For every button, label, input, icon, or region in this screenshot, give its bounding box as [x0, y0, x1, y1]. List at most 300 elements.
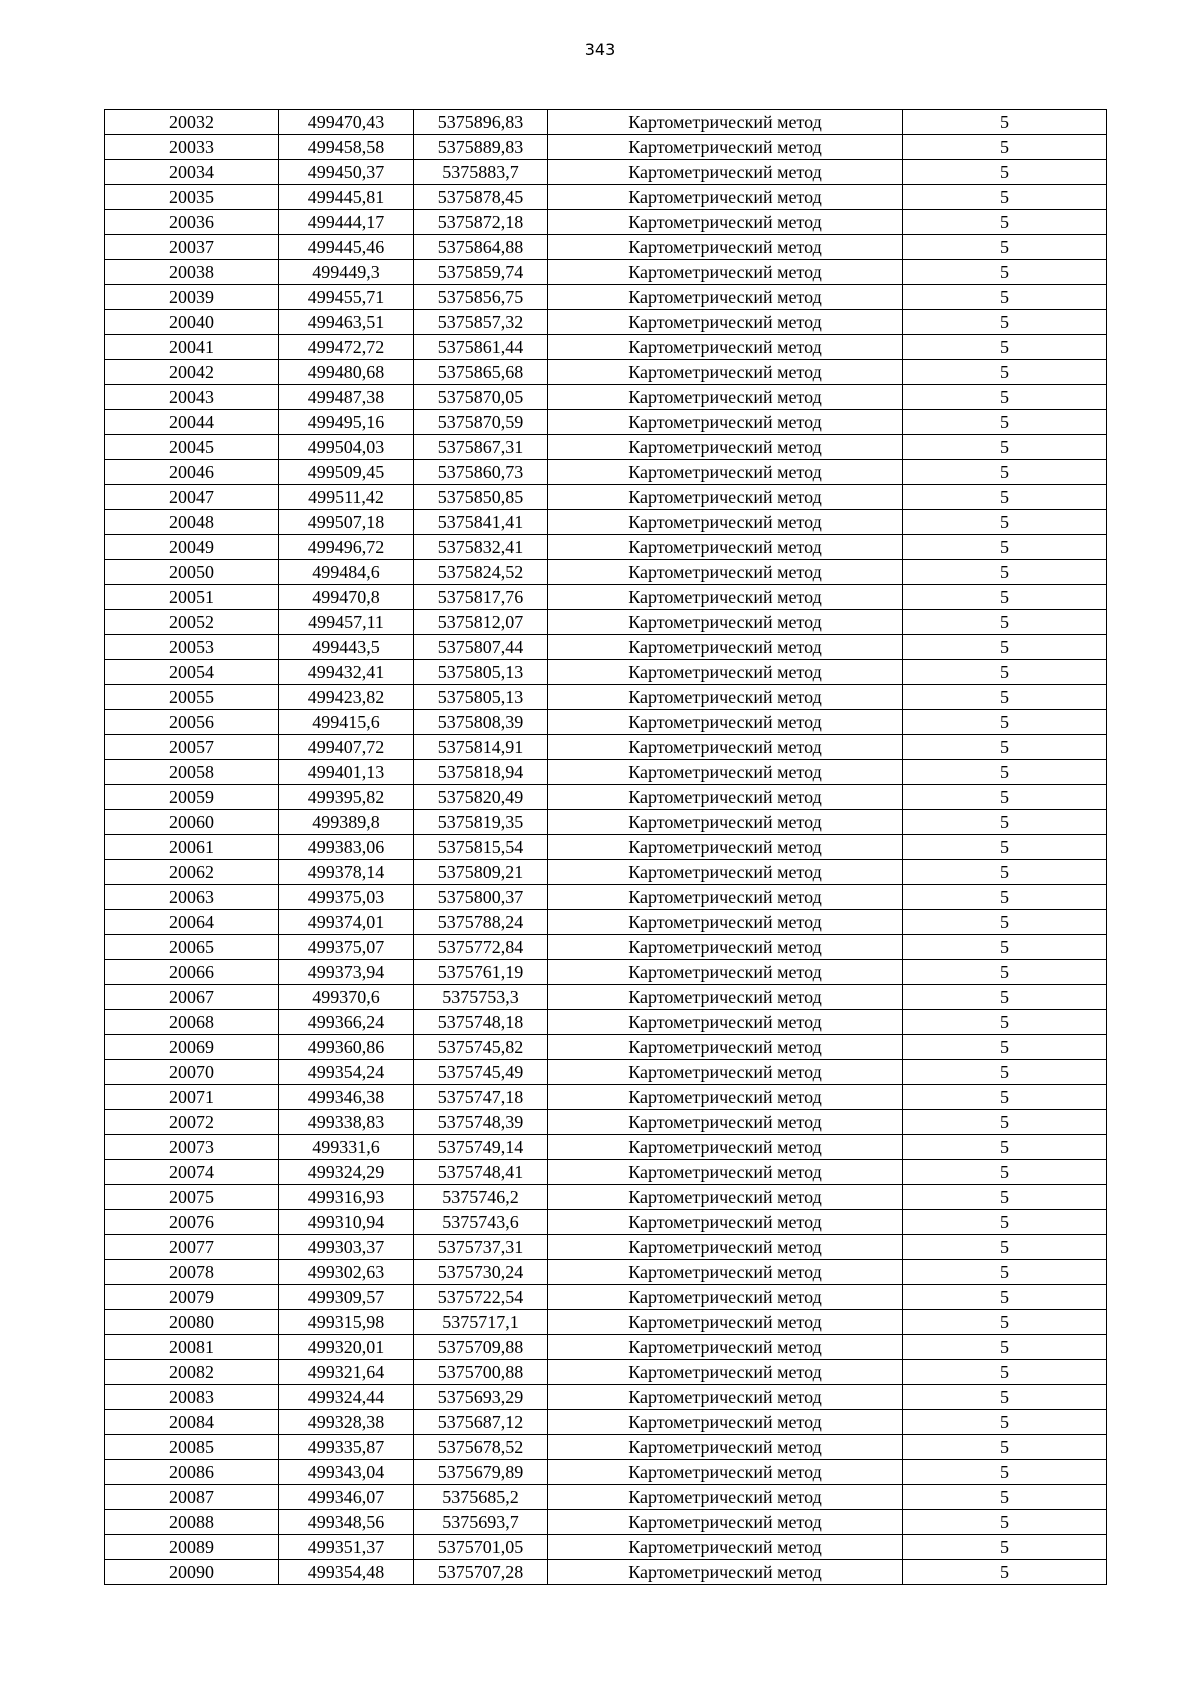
point-number-cell: 20058: [105, 760, 279, 785]
y-coordinate-cell: 5375746,2: [414, 1185, 548, 1210]
accuracy-cell: 5: [903, 1110, 1107, 1135]
method-cell: Картометрический метод: [548, 335, 903, 360]
x-coordinate-cell: 499346,07: [279, 1485, 414, 1510]
y-coordinate-cell: 5375812,07: [414, 610, 548, 635]
accuracy-cell: 5: [903, 910, 1107, 935]
x-coordinate-cell: 499395,82: [279, 785, 414, 810]
y-coordinate-cell: 5375747,18: [414, 1085, 548, 1110]
accuracy-cell: 5: [903, 735, 1107, 760]
method-cell: Картометрический метод: [548, 260, 903, 285]
table-row: [105, 110, 1107, 135]
accuracy-cell: 5: [903, 1410, 1107, 1435]
table-row: [105, 260, 1107, 285]
accuracy-cell: 5: [903, 960, 1107, 985]
accuracy-cell: 5: [903, 1360, 1107, 1385]
accuracy-cell: 5: [903, 160, 1107, 185]
x-coordinate-cell: 499470,43: [279, 110, 414, 135]
method-cell: Картометрический метод: [548, 685, 903, 710]
x-coordinate-cell: 499328,38: [279, 1410, 414, 1435]
accuracy-cell: 5: [903, 210, 1107, 235]
table-row: [105, 585, 1107, 610]
y-coordinate-cell: 5375820,49: [414, 785, 548, 810]
table-row: [105, 610, 1107, 635]
accuracy-cell: 5: [903, 685, 1107, 710]
x-coordinate-cell: 499472,72: [279, 335, 414, 360]
y-coordinate-cell: 5375753,3: [414, 985, 548, 1010]
method-cell: Картометрический метод: [548, 1510, 903, 1535]
accuracy-cell: 5: [903, 510, 1107, 535]
point-number-cell: 20088: [105, 1510, 279, 1535]
y-coordinate-cell: 5375878,45: [414, 185, 548, 210]
accuracy-cell: 5: [903, 610, 1107, 635]
accuracy-cell: 5: [903, 810, 1107, 835]
x-coordinate-cell: 499315,98: [279, 1310, 414, 1335]
x-coordinate-cell: 499432,41: [279, 660, 414, 685]
x-coordinate-cell: 499470,8: [279, 585, 414, 610]
table-row: [105, 235, 1107, 260]
point-number-cell: 20053: [105, 635, 279, 660]
method-cell: Картометрический метод: [548, 1535, 903, 1560]
point-number-cell: 20055: [105, 685, 279, 710]
y-coordinate-cell: 5375772,84: [414, 935, 548, 960]
table-row: [105, 1135, 1107, 1160]
method-cell: Картометрический метод: [548, 410, 903, 435]
method-cell: Картометрический метод: [548, 810, 903, 835]
y-coordinate-cell: 5375860,73: [414, 460, 548, 485]
point-number-cell: 20042: [105, 360, 279, 385]
x-coordinate-cell: 499445,81: [279, 185, 414, 210]
table-row: [105, 660, 1107, 685]
x-coordinate-cell: 499450,37: [279, 160, 414, 185]
y-coordinate-cell: 5375749,14: [414, 1135, 548, 1160]
y-coordinate-cell: 5375693,7: [414, 1510, 548, 1535]
method-cell: Картометрический метод: [548, 185, 903, 210]
method-cell: Картометрический метод: [548, 310, 903, 335]
method-cell: Картометрический метод: [548, 585, 903, 610]
point-number-cell: 20081: [105, 1335, 279, 1360]
x-coordinate-cell: 499496,72: [279, 535, 414, 560]
method-cell: Картометрический метод: [548, 285, 903, 310]
x-coordinate-cell: 499354,24: [279, 1060, 414, 1085]
accuracy-cell: 5: [903, 285, 1107, 310]
accuracy-cell: 5: [903, 1510, 1107, 1535]
point-number-cell: 20061: [105, 835, 279, 860]
accuracy-cell: 5: [903, 1435, 1107, 1460]
accuracy-cell: 5: [903, 1310, 1107, 1335]
x-coordinate-cell: 499375,03: [279, 885, 414, 910]
accuracy-cell: 5: [903, 1235, 1107, 1260]
table-row: [105, 310, 1107, 335]
accuracy-cell: 5: [903, 435, 1107, 460]
accuracy-cell: 5: [903, 835, 1107, 860]
coordinates-table: [104, 109, 1107, 1585]
y-coordinate-cell: 5375870,05: [414, 385, 548, 410]
y-coordinate-cell: 5375818,94: [414, 760, 548, 785]
x-coordinate-cell: 499389,8: [279, 810, 414, 835]
method-cell: Картометрический метод: [548, 110, 903, 135]
y-coordinate-cell: 5375717,1: [414, 1310, 548, 1335]
table-row: [105, 360, 1107, 385]
point-number-cell: 20050: [105, 560, 279, 585]
x-coordinate-cell: 499507,18: [279, 510, 414, 535]
method-cell: Картометрический метод: [548, 1110, 903, 1135]
y-coordinate-cell: 5375745,49: [414, 1060, 548, 1085]
method-cell: Картометрический метод: [548, 760, 903, 785]
method-cell: Картометрический метод: [548, 860, 903, 885]
x-coordinate-cell: 499338,83: [279, 1110, 414, 1135]
point-number-cell: 20056: [105, 710, 279, 735]
point-number-cell: 20063: [105, 885, 279, 910]
accuracy-cell: 5: [903, 785, 1107, 810]
method-cell: Картометрический метод: [548, 1085, 903, 1110]
point-number-cell: 20087: [105, 1485, 279, 1510]
point-number-cell: 20073: [105, 1135, 279, 1160]
accuracy-cell: 5: [903, 935, 1107, 960]
accuracy-cell: 5: [903, 260, 1107, 285]
point-number-cell: 20071: [105, 1085, 279, 1110]
point-number-cell: 20034: [105, 160, 279, 185]
table-row: [105, 560, 1107, 585]
accuracy-cell: 5: [903, 335, 1107, 360]
method-cell: Картометрический метод: [548, 1010, 903, 1035]
method-cell: Картометрический метод: [548, 985, 903, 1010]
method-cell: Картометрический метод: [548, 485, 903, 510]
method-cell: Картометрический метод: [548, 785, 903, 810]
table-row: [105, 435, 1107, 460]
x-coordinate-cell: 499423,82: [279, 685, 414, 710]
y-coordinate-cell: 5375808,39: [414, 710, 548, 735]
page-number: 343: [584, 40, 616, 59]
point-number-cell: 20065: [105, 935, 279, 960]
y-coordinate-cell: 5375824,52: [414, 560, 548, 585]
y-coordinate-cell: 5375748,39: [414, 1110, 548, 1135]
method-cell: Картометрический метод: [548, 1160, 903, 1185]
point-number-cell: 20077: [105, 1235, 279, 1260]
x-coordinate-cell: 499316,93: [279, 1185, 414, 1210]
y-coordinate-cell: 5375685,2: [414, 1485, 548, 1510]
point-number-cell: 20033: [105, 135, 279, 160]
x-coordinate-cell: 499458,58: [279, 135, 414, 160]
table-row: [105, 460, 1107, 485]
point-number-cell: 20090: [105, 1560, 279, 1585]
point-number-cell: 20083: [105, 1385, 279, 1410]
x-coordinate-cell: 499511,42: [279, 485, 414, 510]
accuracy-cell: 5: [903, 460, 1107, 485]
method-cell: Картометрический метод: [548, 160, 903, 185]
method-cell: Картометрический метод: [548, 610, 903, 635]
method-cell: Картометрический метод: [548, 1460, 903, 1485]
table-row: [105, 710, 1107, 735]
table-row: [105, 510, 1107, 535]
method-cell: Картометрический метод: [548, 1210, 903, 1235]
y-coordinate-cell: 5375788,24: [414, 910, 548, 935]
x-coordinate-cell: 499351,37: [279, 1535, 414, 1560]
table-row: [105, 1085, 1107, 1110]
point-number-cell: 20045: [105, 435, 279, 460]
coordinates-table-container: [104, 109, 1106, 1585]
x-coordinate-cell: 499375,07: [279, 935, 414, 960]
point-number-cell: 20049: [105, 535, 279, 560]
x-coordinate-cell: 499354,48: [279, 1560, 414, 1585]
point-number-cell: 20064: [105, 910, 279, 935]
x-coordinate-cell: 499331,6: [279, 1135, 414, 1160]
y-coordinate-cell: 5375814,91: [414, 735, 548, 760]
x-coordinate-cell: 499401,13: [279, 760, 414, 785]
accuracy-cell: 5: [903, 235, 1107, 260]
method-cell: Картометрический метод: [548, 510, 903, 535]
method-cell: Картометрический метод: [548, 360, 903, 385]
point-number-cell: 20079: [105, 1285, 279, 1310]
y-coordinate-cell: 5375678,52: [414, 1435, 548, 1460]
method-cell: Картометрический метод: [548, 135, 903, 160]
point-number-cell: 20069: [105, 1035, 279, 1060]
point-number-cell: 20054: [105, 660, 279, 685]
method-cell: Картометрический метод: [548, 1560, 903, 1585]
point-number-cell: 20066: [105, 960, 279, 985]
table-row: [105, 1385, 1107, 1410]
accuracy-cell: 5: [903, 1210, 1107, 1235]
point-number-cell: 20085: [105, 1435, 279, 1460]
y-coordinate-cell: 5375889,83: [414, 135, 548, 160]
method-cell: Картометрический метод: [548, 635, 903, 660]
y-coordinate-cell: 5375745,82: [414, 1035, 548, 1060]
accuracy-cell: 5: [903, 710, 1107, 735]
y-coordinate-cell: 5375748,41: [414, 1160, 548, 1185]
table-row: [105, 760, 1107, 785]
table-row: [105, 785, 1107, 810]
method-cell: Картометрический метод: [548, 935, 903, 960]
method-cell: Картометрический метод: [548, 1435, 903, 1460]
y-coordinate-cell: 5375864,88: [414, 235, 548, 260]
table-row: [105, 135, 1107, 160]
accuracy-cell: 5: [903, 1535, 1107, 1560]
method-cell: Картометрический метод: [548, 660, 903, 685]
method-cell: Картометрический метод: [548, 1060, 903, 1085]
y-coordinate-cell: 5375896,83: [414, 110, 548, 135]
table-row: [105, 960, 1107, 985]
accuracy-cell: 5: [903, 535, 1107, 560]
method-cell: Картометрический метод: [548, 735, 903, 760]
x-coordinate-cell: 499343,04: [279, 1460, 414, 1485]
method-cell: Картометрический метод: [548, 435, 903, 460]
y-coordinate-cell: 5375819,35: [414, 810, 548, 835]
table-row: [105, 1485, 1107, 1510]
point-number-cell: 20046: [105, 460, 279, 485]
x-coordinate-cell: 499509,45: [279, 460, 414, 485]
table-row: [105, 1310, 1107, 1335]
table-row: [105, 285, 1107, 310]
method-cell: Картометрический метод: [548, 960, 903, 985]
x-coordinate-cell: 499324,44: [279, 1385, 414, 1410]
method-cell: Картометрический метод: [548, 1360, 903, 1385]
table-row: [105, 410, 1107, 435]
y-coordinate-cell: 5375859,74: [414, 260, 548, 285]
point-number-cell: 20057: [105, 735, 279, 760]
y-coordinate-cell: 5375807,44: [414, 635, 548, 660]
y-coordinate-cell: 5375870,59: [414, 410, 548, 435]
x-coordinate-cell: 499443,5: [279, 635, 414, 660]
point-number-cell: 20038: [105, 260, 279, 285]
point-number-cell: 20060: [105, 810, 279, 835]
method-cell: Картометрический метод: [548, 1185, 903, 1210]
table-row: [105, 810, 1107, 835]
x-coordinate-cell: 499374,01: [279, 910, 414, 935]
table-row: [105, 485, 1107, 510]
y-coordinate-cell: 5375872,18: [414, 210, 548, 235]
method-cell: Картометрический метод: [548, 1135, 903, 1160]
table-row: [105, 935, 1107, 960]
x-coordinate-cell: 499480,68: [279, 360, 414, 385]
x-coordinate-cell: 499445,46: [279, 235, 414, 260]
table-row: [105, 1535, 1107, 1560]
method-cell: Картометрический метод: [548, 460, 903, 485]
y-coordinate-cell: 5375700,88: [414, 1360, 548, 1385]
table-row: [105, 985, 1107, 1010]
table-row: [105, 635, 1107, 660]
y-coordinate-cell: 5375761,19: [414, 960, 548, 985]
method-cell: Картометрический метод: [548, 210, 903, 235]
method-cell: Картометрический метод: [548, 1410, 903, 1435]
table-row: [105, 1460, 1107, 1485]
y-coordinate-cell: 5375693,29: [414, 1385, 548, 1410]
y-coordinate-cell: 5375865,68: [414, 360, 548, 385]
point-number-cell: 20082: [105, 1360, 279, 1385]
y-coordinate-cell: 5375850,85: [414, 485, 548, 510]
accuracy-cell: 5: [903, 1010, 1107, 1035]
table-row: [105, 1360, 1107, 1385]
x-coordinate-cell: 499378,14: [279, 860, 414, 885]
y-coordinate-cell: 5375832,41: [414, 535, 548, 560]
table-row: [105, 1410, 1107, 1435]
accuracy-cell: 5: [903, 885, 1107, 910]
point-number-cell: 20086: [105, 1460, 279, 1485]
accuracy-cell: 5: [903, 1560, 1107, 1585]
method-cell: Картометрический метод: [548, 885, 903, 910]
x-coordinate-cell: 499320,01: [279, 1335, 414, 1360]
point-number-cell: 20040: [105, 310, 279, 335]
table-row: [105, 1185, 1107, 1210]
y-coordinate-cell: 5375743,6: [414, 1210, 548, 1235]
y-coordinate-cell: 5375883,7: [414, 160, 548, 185]
table-row: [105, 335, 1107, 360]
method-cell: Картометрический метод: [548, 835, 903, 860]
x-coordinate-cell: 499463,51: [279, 310, 414, 335]
accuracy-cell: 5: [903, 135, 1107, 160]
y-coordinate-cell: 5375815,54: [414, 835, 548, 860]
y-coordinate-cell: 5375730,24: [414, 1260, 548, 1285]
x-coordinate-cell: 499444,17: [279, 210, 414, 235]
method-cell: Картометрический метод: [548, 1260, 903, 1285]
method-cell: Картометрический метод: [548, 1485, 903, 1510]
table-row: [105, 1335, 1107, 1360]
x-coordinate-cell: 499335,87: [279, 1435, 414, 1460]
accuracy-cell: 5: [903, 110, 1107, 135]
accuracy-cell: 5: [903, 585, 1107, 610]
y-coordinate-cell: 5375707,28: [414, 1560, 548, 1585]
accuracy-cell: 5: [903, 310, 1107, 335]
accuracy-cell: 5: [903, 1185, 1107, 1210]
x-coordinate-cell: 499309,57: [279, 1285, 414, 1310]
point-number-cell: 20078: [105, 1260, 279, 1285]
table-row: [105, 885, 1107, 910]
x-coordinate-cell: 499449,3: [279, 260, 414, 285]
accuracy-cell: 5: [903, 1335, 1107, 1360]
accuracy-cell: 5: [903, 410, 1107, 435]
method-cell: Картометрический метод: [548, 1335, 903, 1360]
accuracy-cell: 5: [903, 635, 1107, 660]
y-coordinate-cell: 5375701,05: [414, 1535, 548, 1560]
point-number-cell: 20062: [105, 860, 279, 885]
point-number-cell: 20041: [105, 335, 279, 360]
y-coordinate-cell: 5375722,54: [414, 1285, 548, 1310]
table-row: [105, 1560, 1107, 1585]
y-coordinate-cell: 5375687,12: [414, 1410, 548, 1435]
table-row: [105, 1235, 1107, 1260]
method-cell: Картометрический метод: [548, 910, 903, 935]
table-row: [105, 1110, 1107, 1135]
accuracy-cell: 5: [903, 1035, 1107, 1060]
table-row: [105, 210, 1107, 235]
y-coordinate-cell: 5375805,13: [414, 660, 548, 685]
x-coordinate-cell: 499346,38: [279, 1085, 414, 1110]
y-coordinate-cell: 5375861,44: [414, 335, 548, 360]
y-coordinate-cell: 5375841,41: [414, 510, 548, 535]
table-row: [105, 685, 1107, 710]
point-number-cell: 20067: [105, 985, 279, 1010]
accuracy-cell: 5: [903, 860, 1107, 885]
accuracy-cell: 5: [903, 185, 1107, 210]
accuracy-cell: 5: [903, 360, 1107, 385]
point-number-cell: 20048: [105, 510, 279, 535]
point-number-cell: 20072: [105, 1110, 279, 1135]
x-coordinate-cell: 499457,11: [279, 610, 414, 635]
accuracy-cell: 5: [903, 1460, 1107, 1485]
method-cell: Картометрический метод: [548, 235, 903, 260]
point-number-cell: 20075: [105, 1185, 279, 1210]
table-row: [105, 1510, 1107, 1535]
point-number-cell: 20044: [105, 410, 279, 435]
x-coordinate-cell: 499310,94: [279, 1210, 414, 1235]
x-coordinate-cell: 499324,29: [279, 1160, 414, 1185]
point-number-cell: 20052: [105, 610, 279, 635]
point-number-cell: 20074: [105, 1160, 279, 1185]
point-number-cell: 20080: [105, 1310, 279, 1335]
table-row: [105, 1035, 1107, 1060]
x-coordinate-cell: 499302,63: [279, 1260, 414, 1285]
x-coordinate-cell: 499495,16: [279, 410, 414, 435]
method-cell: Картометрический метод: [548, 710, 903, 735]
x-coordinate-cell: 499360,86: [279, 1035, 414, 1060]
table-row: [105, 1285, 1107, 1310]
accuracy-cell: 5: [903, 760, 1107, 785]
x-coordinate-cell: 499383,06: [279, 835, 414, 860]
x-coordinate-cell: 499407,72: [279, 735, 414, 760]
point-number-cell: 20084: [105, 1410, 279, 1435]
y-coordinate-cell: 5375817,76: [414, 585, 548, 610]
table-row: [105, 160, 1107, 185]
table-row: [105, 1210, 1107, 1235]
table-row: [105, 535, 1107, 560]
method-cell: Картометрический метод: [548, 1035, 903, 1060]
table-row: [105, 1260, 1107, 1285]
point-number-cell: 20047: [105, 485, 279, 510]
table-row: [105, 910, 1107, 935]
table-body: [105, 110, 1107, 1585]
method-cell: Картометрический метод: [548, 560, 903, 585]
y-coordinate-cell: 5375679,89: [414, 1460, 548, 1485]
point-number-cell: 20089: [105, 1535, 279, 1560]
point-number-cell: 20070: [105, 1060, 279, 1085]
